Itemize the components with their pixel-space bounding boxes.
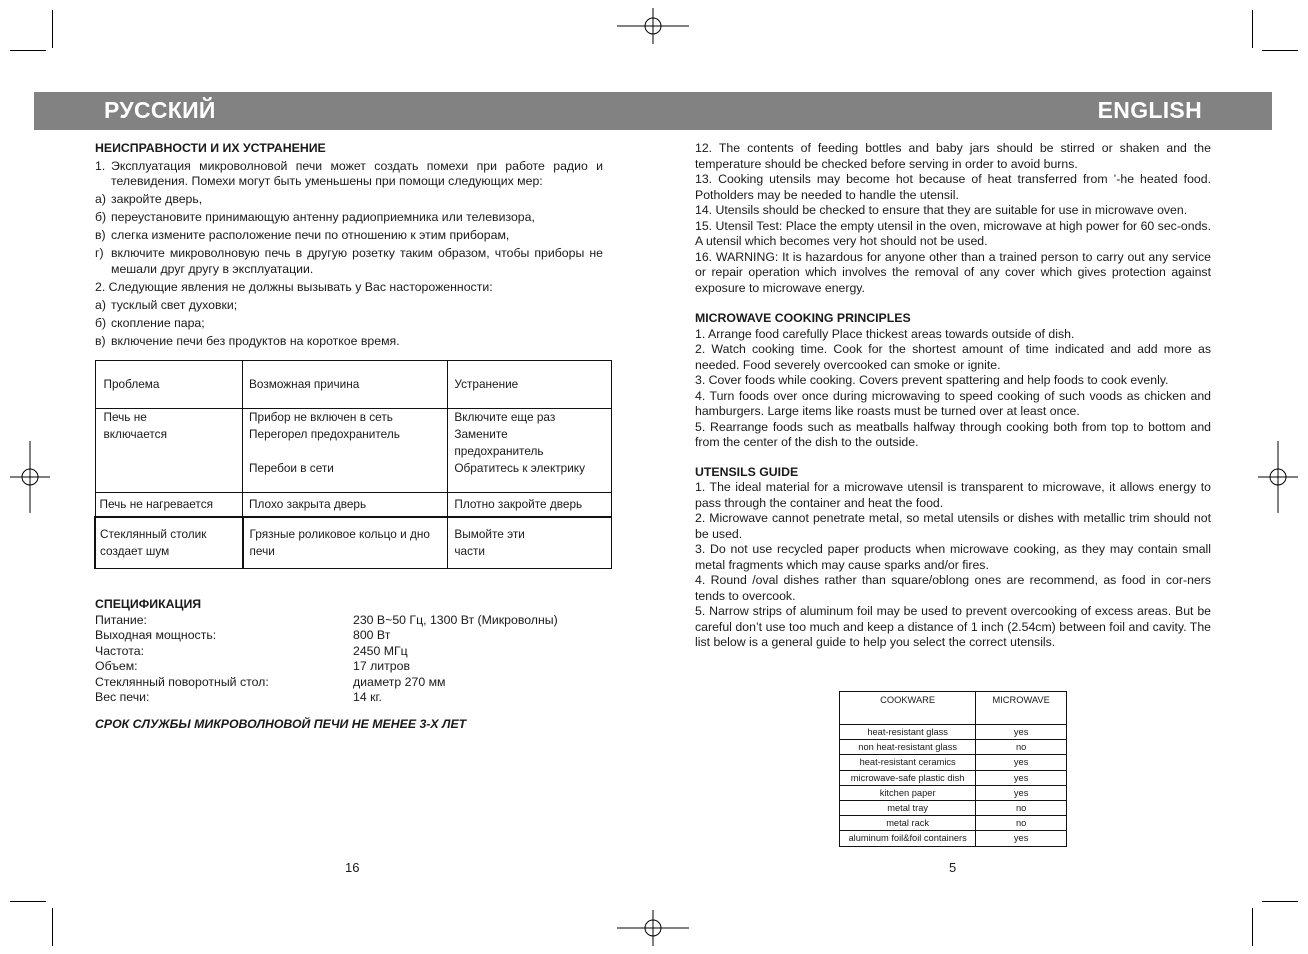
troubleshooting-list	[95, 159, 603, 350]
principles-heading: MICROWAVE COOKING PRINCIPLES	[695, 311, 911, 325]
cell-problem: Печь не включается	[95, 409, 243, 493]
paragraph: 4. Round /oval dishes rather than square/oblong ones are recommend, as food in cor-ners tends to overcook.	[695, 573, 1211, 603]
english-column	[695, 141, 1211, 651]
header-cell-microwave: MICROWAVE	[976, 692, 1067, 725]
header-band	[34, 92, 1272, 130]
page-number-right: 5	[949, 860, 957, 875]
table-row	[95, 517, 612, 569]
table-row: heat-resistant glass yes	[840, 725, 1067, 740]
paragraph: 5. Rearrange foods such as meatballs halfway through cooking both from top to bottom and from the center of the dish to the outside.	[695, 419, 1211, 449]
table-row	[95, 409, 612, 493]
list-item: б) скопление пара;	[95, 315, 205, 330]
paragraph: 15. Utensil Test: Place the empty utensil in the oven, microwave at high power for 60 sec-onds. A utensil which becomes very hot should not be used.	[695, 218, 1211, 248]
paragraph: 3. Do not use recycled paper products when microwave cooking, as they may contain small metal fragments which may cause sparks and/or fires.	[695, 542, 1211, 572]
list-item: в) включение печи без продуктов на короткое время.	[95, 333, 400, 348]
header-cell-cause: Возможная причина	[243, 361, 448, 409]
paragraph: 5. Narrow strips of aluminum foil may be used to prevent overcooking of excess areas. But be careful don’t use too much and keep a distance of 1 inch (2.54cm) between foil and cavity. The list below is a general guide to help you select the correct utensils.	[695, 604, 1211, 649]
spec-row: Частота: 2450 МГц	[95, 643, 408, 658]
table-header-row	[840, 692, 1067, 725]
troubleshooting-table	[94, 360, 612, 569]
cell-problem: Стеклянный столик создает шум	[95, 517, 243, 569]
table-row: metal tray no	[840, 800, 1067, 815]
registration-mark-bottom	[617, 910, 689, 946]
cell-fix: Включите еще раз Замените предохранитель Обратитесь к электрику	[448, 409, 612, 493]
list-item: 2. Следующие явления не должны вызывать у Вас настороженности:	[95, 279, 493, 294]
table-row: microwave-safe plastic dish yes	[840, 770, 1067, 785]
table-row: metal rack no	[840, 816, 1067, 831]
table-header-row	[95, 361, 612, 409]
cookware-table	[839, 691, 1067, 847]
registration-mark-top	[617, 8, 689, 44]
registration-mark-left	[10, 441, 50, 513]
spec-row: Стеклянный поворотный стол: диаметр 270 мм	[95, 674, 446, 689]
russian-column	[95, 141, 603, 352]
registration-mark-right	[1258, 441, 1298, 513]
paragraph: 13. Cooking utensils may become hot because of heat transferred from ’-he heated food. Potholders may be needed to handle the utensil.	[695, 172, 1211, 202]
paragraph: 1. Arrange food carefully Place thickest areas towards outside of dish.	[695, 326, 1075, 341]
table-row	[95, 493, 612, 517]
paragraph: 4. Turn foods over once during microwaving to speed cooking of such voods as chicken and hamburgers. Large items like roasts must be turned over at least once.	[695, 388, 1211, 418]
cell-fix: Вымойте эти части	[448, 517, 612, 569]
table-row: aluminum foil&foil containers yes	[840, 831, 1067, 846]
troubleshooting-heading: НЕИСПРАВНОСТИ И ИХ УСТРАНЕНИЕ	[95, 141, 326, 155]
specification-section	[95, 597, 615, 732]
table-row: non heat-resistant glass no	[840, 740, 1067, 755]
paragraph: 1. The ideal material for a microwave utensil is transparent to microwave, it allows energy to pass through the container and heat the food.	[695, 480, 1211, 510]
cell-cause: Прибор не включен в сеть Перегорел предохранитель Перебои в сети	[243, 409, 448, 493]
header-cell-cookware: COOKWARE	[840, 692, 976, 725]
list-item: а) закройте дверь,	[95, 192, 203, 206]
paragraph: 16. WARNING: It is hazardous for anyone other than a trained person to carry out any service or repair operation which involves the removal of any cover which gives protection against exposure to microwave energy.	[695, 249, 1211, 295]
spec-row: Выходная мощность: 800 Вт	[95, 628, 391, 642]
list-item: г) включите микроволновую печь в другую розетку таким образом, чтобы приборы не мешали друг другу в эксплуатации.	[95, 246, 603, 276]
cell-cause: Грязные роликовое кольцо и дно печи	[243, 517, 448, 569]
page-number-left: 16	[345, 860, 360, 875]
language-title-russian: РУССКИЙ	[104, 97, 216, 123]
list-item: 1. Эксплуатация микроволновой печи может создать помехи при работе радио и телевидения. Помехи могут быть уменьшены при помощи следующих мер:	[95, 158, 603, 188]
cell-cause: Плохо закрыта дверь	[243, 493, 448, 517]
list-item: а) тусклый свет духовки;	[95, 297, 238, 312]
paragraph: 14. Utensils should be checked to ensure that they are suitable for use in microwave oven.	[695, 203, 1188, 217]
cell-fix: Плотно закройте дверь	[448, 493, 612, 517]
header-cell-fix: Устранение	[448, 361, 612, 409]
cell-problem: Печь не нагревается	[95, 493, 243, 517]
utensils-heading: UTENSILS GUIDE	[695, 464, 799, 479]
paragraph: 2. Microwave cannot penetrate metal, so metal utensils or dishes with metallic trim should not be used.	[695, 511, 1211, 541]
spec-row: Объем: 17 литров	[95, 659, 410, 673]
list-item: в) слегка измените расположение печи по отношению к этим приборам,	[95, 228, 510, 242]
language-title-english: ENGLISH	[1097, 97, 1202, 123]
list-item: б) переустановите принимающую антенну радиоприемника или телевизора,	[95, 210, 535, 224]
spec-row: Вес печи: 14 кг.	[95, 690, 382, 704]
table-row: heat-resistant ceramics yes	[840, 755, 1067, 770]
service-life-note: СРОК СЛУЖБЫ МИКРОВОЛНОВОЙ ПЕЧИ НЕ МЕНЕЕ 3-Х ЛЕТ	[95, 716, 467, 731]
header-cell-problem: Проблема	[95, 361, 243, 409]
paragraph: 12. The contents of feeding bottles and baby jars should be stirred or shaken and the temperature should be checked before serving in order to avoid burns.	[695, 141, 1211, 171]
spec-row: Питание: 230 В~50 Гц, 1300 Вт (Микроволны)	[95, 612, 558, 627]
specification-heading: СПЕЦИФИКАЦИЯ	[95, 597, 202, 611]
paragraph: 3. Cover foods while cooking. Covers prevent spattering and help foods to cook evenly.	[695, 373, 1169, 387]
table-row: kitchen paper yes	[840, 785, 1067, 800]
paragraph: 2. Watch cooking time. Cook for the shortest amount of time indicated and add more as needed. Food severely overcooked can smoke or ignite.	[695, 342, 1211, 372]
